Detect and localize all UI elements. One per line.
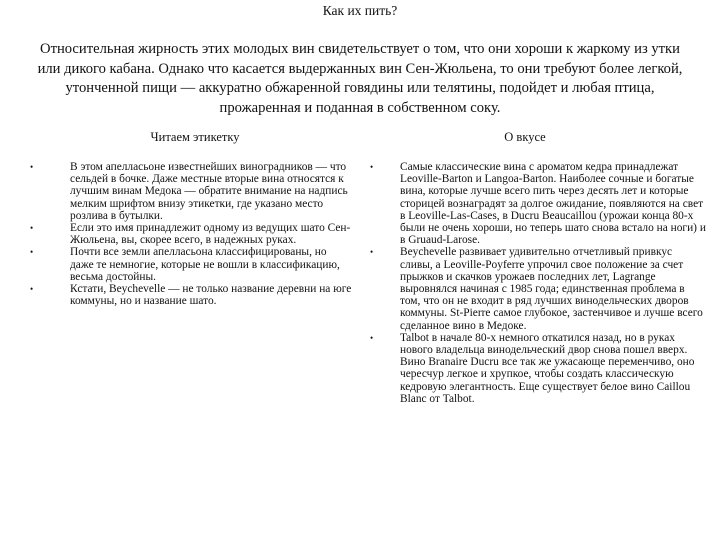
- list-item-text: Если это имя принадлежит одному из ведущих шато Сен-Жюльена, вы, скорее всего, в надежных руках.: [70, 222, 351, 247]
- list-item-text: Talbot в начале 80-х немного откатился назад, но в руках нового владельца винодельческий двор снова пошел вверх. Вино Branaire Ducru все так же ужасающе переменчиво, оно чересчур легкое и хрупкое, чтобы создать классическую кедровую элегантность. Еще существует белое вино Caillou Blanc от Talbot.: [400, 331, 695, 405]
- list-item-text: Beychevelle развивает удивительно отчетливый привкус сливы, а Leoville-Poyferre упрочил свое положение за счет прыжков и скачков урожаев последних лет, Lagrange выровнялся начиная с 1985 года; единственная проблема в том, что он не входит в ряд лучших винодельческих дворов коммуны. St-Pierre самое глубокое, застенчивое и лучше всего сделанное вино в Медоке.: [400, 246, 703, 332]
- bullet-icon: •: [370, 332, 374, 343]
- list-item-text: Самые классические вина с ароматом кедра принадлежат Leoville-Barton и Langoa-Barton. Наиболее сочные и богатые вина, которые лучше всего пить через десять лет и которые сторицей вознаградят за долгое ожидание, появляются на свет в Leoville-Las-Cases, в Ducru Beaucaillou (урожаи конца 80-х были не очень хороши, но теперь шато снова встало на ноги) и в Gruaud-Larose.: [400, 161, 706, 247]
- bullet-icon: •: [30, 247, 34, 258]
- bullet-icon: •: [370, 162, 374, 172]
- list-item-text: Почти все земли апелласьона классифицированы, но даже те немногие, которые не вошли в классификацию, весьма достойны.: [70, 246, 340, 283]
- intro-paragraph: Относительная жирность этих молодых вин свидетельствует о том, что они хороши к жаркому из утки или дикого кабана. Однако что касается выдержанных вин Сен-Жюльена, то они требуют более легкой, утонченной пищи — аккуратно обжаренной говядины или телятины, подойдет и любая птица, прожаренная и поданная в собственном соку.: [37, 41, 683, 116]
- left-column-heading: Читаем этикетку: [150, 130, 240, 144]
- list-item-text: В этом апелласьоне известнейших виноградников — что сельдей в бочке. Даже местные вторые вина относятся к лучшим винам Медока — обратите внимание на надпись мелким шрифтом внизу этикетки, где указано место розлива в бутылки.: [70, 161, 348, 222]
- list-item: [30, 222, 352, 246]
- bullet-icon: •: [30, 284, 34, 295]
- list-item: [370, 246, 706, 331]
- right-column-list: [370, 161, 706, 405]
- list-item: [30, 161, 352, 222]
- bullet-icon: •: [30, 162, 34, 172]
- list-item-text: Кстати, Beychevelle — не только название деревни на юге коммуны, но и название шато.: [70, 283, 352, 308]
- list-item: [30, 246, 352, 283]
- right-column-heading: О вкусе: [504, 130, 546, 144]
- list-item: [30, 283, 352, 307]
- list-item: [370, 332, 706, 405]
- page-title: Как их пить?: [322, 3, 398, 18]
- bullet-icon: •: [30, 223, 34, 234]
- left-column-list: [30, 161, 352, 307]
- bullet-icon: •: [370, 247, 374, 258]
- list-item: [370, 161, 706, 246]
